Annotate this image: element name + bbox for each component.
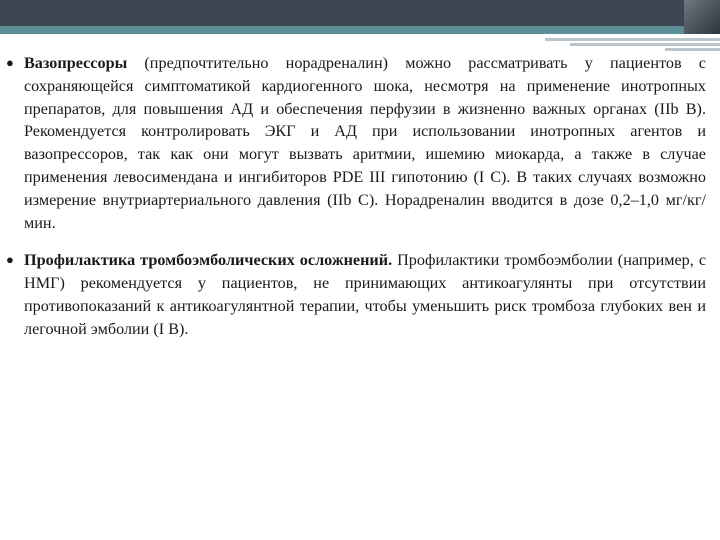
bullet-paragraph-vasopressors (4, 52, 706, 234)
header-accent-band (0, 26, 720, 34)
slide-body (4, 52, 706, 341)
decorative-line (545, 38, 720, 41)
decorative-line (570, 43, 720, 46)
bullet-icon: ● (6, 252, 14, 268)
paragraph-lead: Вазопрессоры (24, 54, 128, 72)
paragraph-text: (предпочтительно норадреналин) можно рассматривать у пациентов с сохраняющейся симптоматикой кардиогенного шока, несмотря на применение инотропных препаратов, для повышения АД и обеспечения перфузии в жизненно важных органах (IIb B). Рекомендуется контролировать ЭКГ и АД при использовании инотропных агентов и вазопрессоров, так как они могут вызвать аритмии, ишемию миокарда, а также в случае применения левосимендана и ингибиторов PDE III гипотонию (I C). В таких случаях возможно измерение внутриартериального давления (IIb C). Норадреналин вводится в дозе 0,2–1,0 мг/кг/мин. (24, 54, 706, 232)
bullet-paragraph-thromboembolism (4, 249, 706, 340)
bullet-icon: ● (6, 55, 14, 70)
paragraph-lead: Профилактика тромбоэмболических осложнений. (24, 251, 393, 270)
paragraph-text: Профилактики тромбоэмболии (например, с НМГ) рекомендуется у пациентов, не принимающих антикоагулянты при отсутствии противопоказаний к антикоагулянтной терапии, чтобы уменьшить риск тромбоза глубоких вен и легочной эмболии (I B). (24, 251, 707, 338)
slide-header-bar (0, 0, 720, 26)
decorative-line (665, 48, 720, 51)
header-corner-block (684, 0, 720, 34)
